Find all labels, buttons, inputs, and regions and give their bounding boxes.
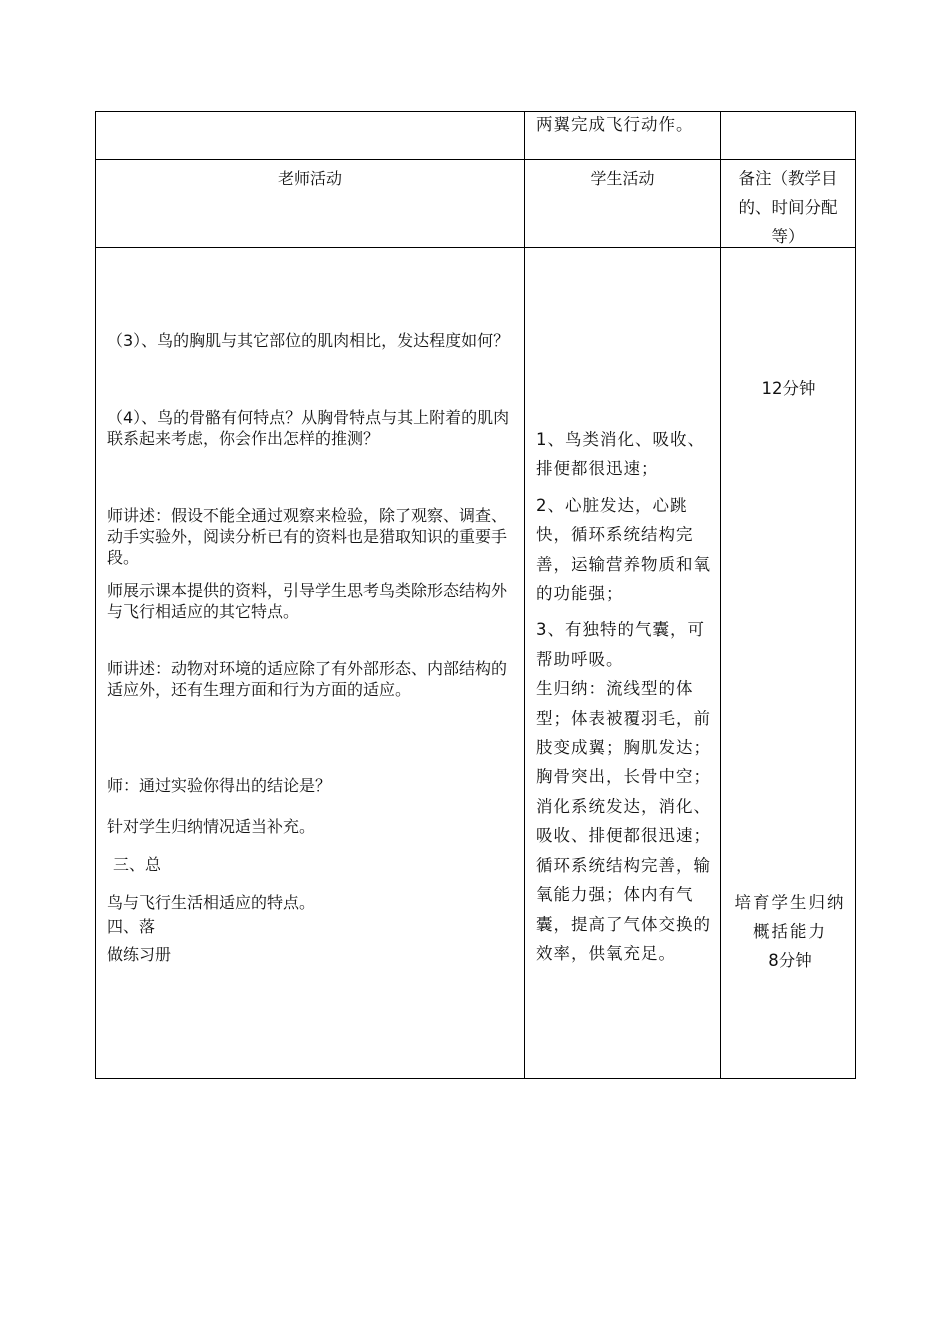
header-student: 学生活动 [590, 169, 655, 188]
teacher-summary: 鸟与飞行生活相适应的特点。 [107, 893, 316, 912]
notes-time-2: 8分钟 [768, 951, 812, 970]
student-point-1: 1、鸟类消化、吸收、排便都很迅速； [536, 430, 705, 479]
notes-goal: 培育学生归纳概括能力 [734, 893, 846, 941]
section-summary-heading: 三、总 [113, 855, 162, 874]
teacher-conclusion-question: 师：通过实验你得出的结论是？ [107, 776, 332, 795]
top-row-student-text: 两翼完成飞行动作。 [536, 115, 694, 134]
student-activities [536, 425, 712, 968]
teacher-supplement: 针对学生归纳情况适当补充。 [107, 817, 316, 836]
column-divider-1 [524, 112, 525, 1078]
teacher-question-4: （4）、鸟的骨骼有何特点？从胸骨特点与其上附着的肌肉联系起来考虑，你会作出怎样的推测？ [107, 408, 510, 448]
row-divider-1 [96, 159, 855, 160]
teacher-question-3: （3）、鸟的胸肌与其它部位的肌肉相比，发达程度如何？ [107, 331, 510, 350]
column-divider-2 [720, 112, 721, 1078]
header-notes: 备注（教学目的、时间分配等） [738, 169, 838, 246]
header-teacher: 老师活动 [277, 169, 342, 188]
notes-time-1: 12分钟 [761, 379, 816, 398]
teacher-show-materials: 师展示课本提供的资料，引导学生思考鸟类除形态结构外与飞行相适应的其它特点。 [107, 581, 508, 621]
top-row-student-cell [536, 114, 716, 135]
teacher-lecture-2: 师讲述：动物对环境的适应除了有外部形态、内部结构的适应外，还有生理方面和行为方面的适应。 [107, 659, 508, 699]
teacher-lecture-1: 师讲述：假设不能全通过观察来检验，除了观察、调查、动手实验外，阅读分析已有的资料也是猎取知识的重要手段。 [107, 506, 508, 567]
student-point-2: 2、心脏发达，心跳快，循环系统结构完善，运输营养物质和氧的功能强； [536, 495, 711, 604]
teacher-exercise: 做练习册 [107, 945, 172, 964]
student-summary: 生归纳：流线型的体型；体表被覆羽毛，前肢变成翼；胸肌发达；胸骨突出，长骨中空；消化系统发达，消化、吸收、排便都很迅速；循环系统结构完善，输氧能力强；体内有气囊，提高了气体交换的效率，供氧充足。 [536, 679, 711, 963]
section-practice-heading: 四、落 [107, 917, 156, 936]
lesson-table [95, 111, 856, 1079]
student-point-3: 3、有独特的气囊，可帮助呼吸。 [536, 620, 705, 669]
notes-goal-and-time [730, 888, 850, 975]
